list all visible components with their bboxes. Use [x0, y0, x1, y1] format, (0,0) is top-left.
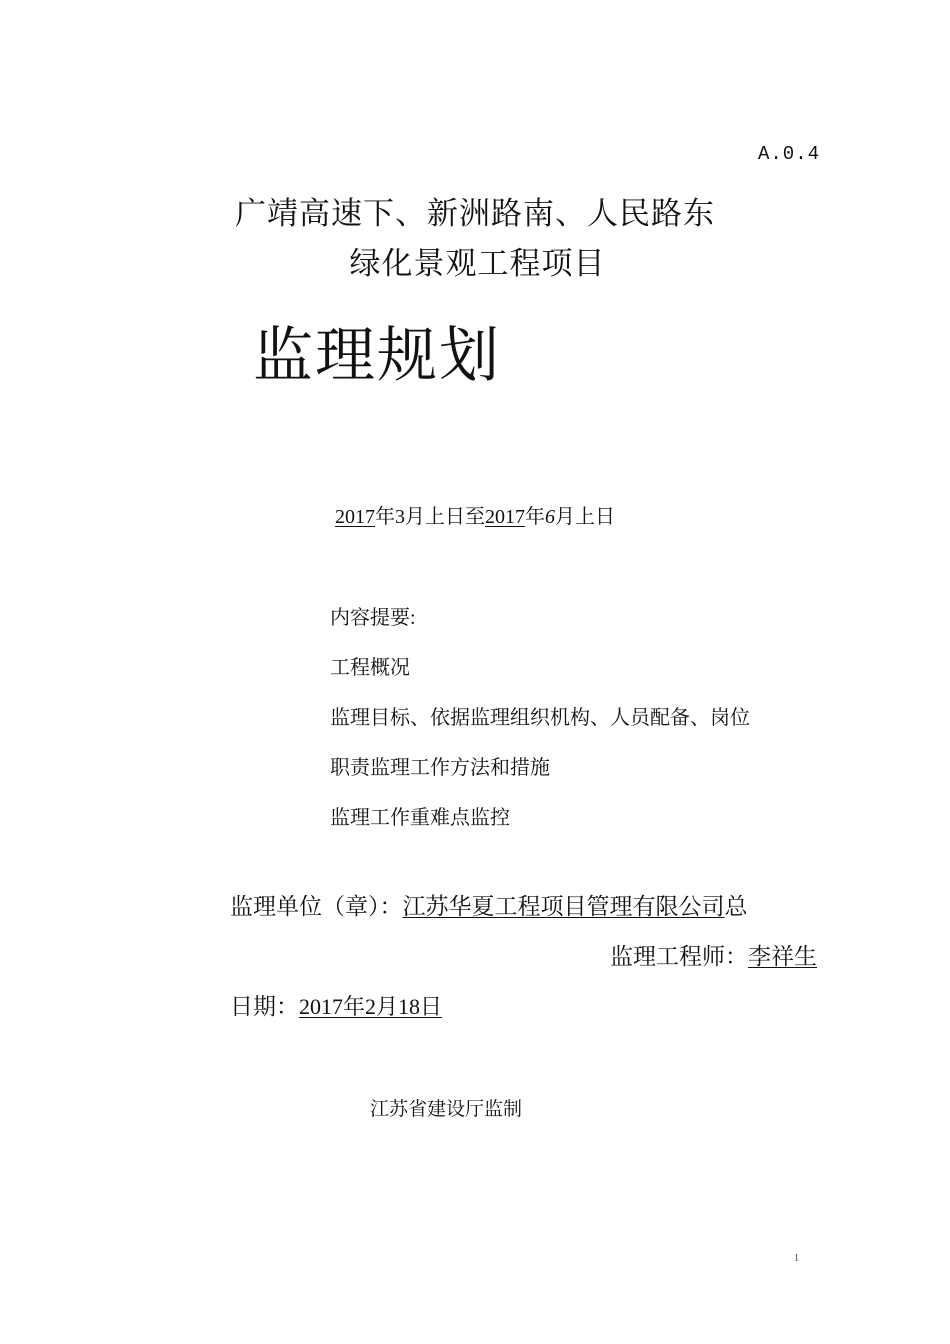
chief-engineer-name: 李祥生: [748, 944, 817, 970]
form-code: A.0.4: [757, 143, 820, 165]
issuer-note: 江苏省建设厅监制: [370, 1098, 523, 1120]
period-end-month: 6: [545, 506, 555, 528]
date-label: 日期：: [230, 994, 299, 1020]
contents-item: 监理工作重难点监控: [330, 807, 510, 829]
project-title-line-1: 广靖高速下、新洲路南、人民路东: [235, 196, 715, 231]
period-start-rest: 年3月上日至: [375, 506, 485, 528]
contents-summary: [330, 593, 750, 843]
date-line: [230, 988, 442, 1021]
contents-heading: 内容提要:: [330, 607, 416, 629]
page-number: 1: [794, 1253, 799, 1264]
date-value: 2017年2月18日: [299, 994, 443, 1019]
period-start-year: 2017: [335, 506, 375, 528]
supervision-unit-suffix: 总: [724, 894, 748, 920]
chief-engineer-line: [610, 938, 817, 971]
supervision-unit-value: 江苏华夏工程项目管理有限公司: [402, 894, 725, 920]
period-end-year: 2017: [485, 506, 525, 528]
supervision-unit-label: 监理单位（章）：: [230, 894, 403, 920]
period-end-rest: 月上日: [555, 506, 615, 528]
chief-engineer-label: 监理工程师：: [610, 944, 748, 970]
supervision-period: [0, 500, 950, 529]
project-title-line-2: 绿化景观工程项目: [349, 246, 606, 281]
supervision-unit-line: [230, 888, 748, 921]
document-type-title: 监理规划: [253, 321, 501, 391]
contents-item: 监理目标、依据监理组织机构、人员配备、岗位: [330, 707, 750, 729]
contents-item: 职责监理工作方法和措施: [330, 757, 550, 779]
contents-item: 工程概况: [330, 657, 410, 679]
period-end-mid: 年: [525, 506, 545, 528]
